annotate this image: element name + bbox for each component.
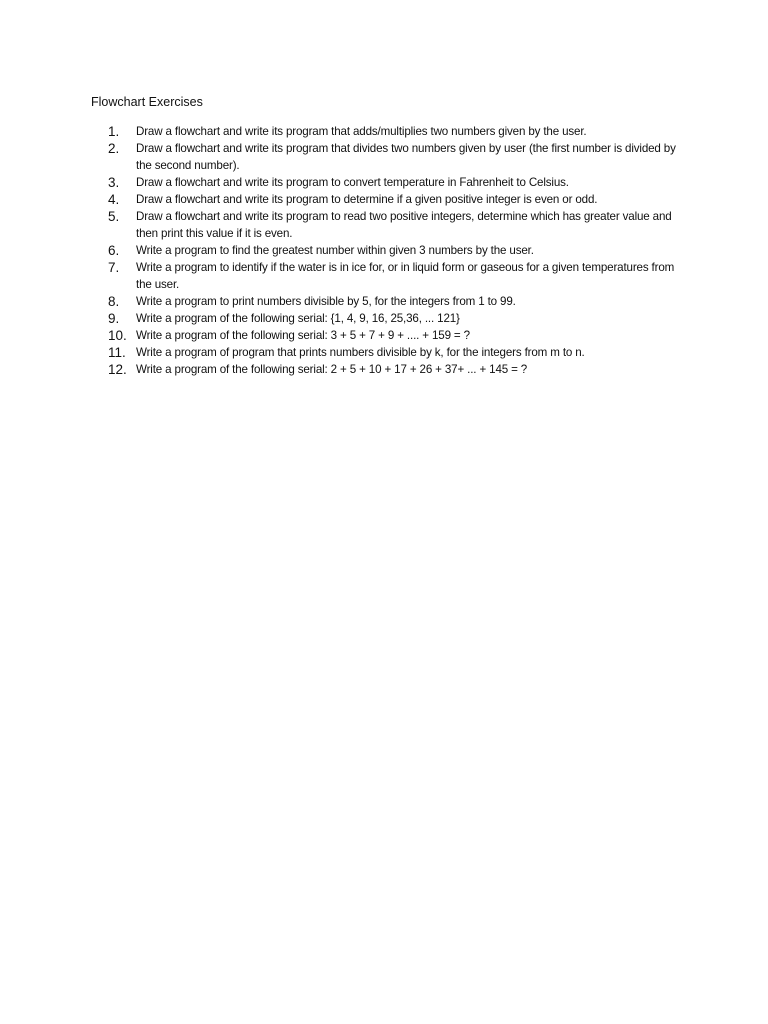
item-number: 2.: [108, 141, 120, 156]
item-text: Write a program of the following serial: 3 + 5 + 7 + 9 + .... + 159 = ?: [136, 329, 470, 342]
item-number: 10.: [108, 328, 127, 343]
item-number: 11.: [108, 345, 126, 360]
item-number: 8.: [108, 294, 120, 309]
item-text: Write a program to identify if the water is in ice for, or in liquid form or gaseous for a given temperatures from the user.: [136, 261, 675, 291]
list-item: [108, 344, 688, 361]
item-text: Draw a flowchart and write its program to convert temperature in Fahrenheit to Celsius.: [136, 176, 569, 189]
item-number: 6.: [108, 243, 120, 258]
item-text: Draw a flowchart and write its program that adds/multiplies two numbers given by the user.: [136, 125, 587, 138]
item-text: Write a program to print numbers divisible by 5, for the integers from 1 to 99.: [136, 295, 516, 308]
document-title: Flowchart Exercises: [91, 95, 203, 109]
list-item: [108, 242, 688, 259]
list-item: [108, 208, 688, 242]
item-text: Draw a flowchart and write its program to determine if a given positive integer is even or odd.: [136, 193, 598, 206]
item-text: Draw a flowchart and write its program that divides two numbers given by user (the first number is divided by the second number).: [136, 142, 676, 172]
list-item: [108, 293, 688, 310]
list-item: [108, 310, 688, 327]
list-item: [108, 361, 688, 378]
item-number: 7.: [108, 260, 120, 275]
item-number: 4.: [108, 192, 120, 207]
list-item: [108, 327, 688, 344]
list-item: [108, 174, 688, 191]
item-text: Write a program of the following serial: 2 + 5 + 10 + 17 + 26 + 37+ ... + 145 = ?: [136, 363, 528, 376]
item-number: 5.: [108, 209, 120, 224]
item-text: Write a program of program that prints numbers divisible by k, for the integers from m to n.: [136, 346, 585, 359]
item-text: Write a program to find the greatest number within given 3 numbers by the user.: [136, 244, 534, 257]
exercise-list: [108, 123, 688, 378]
item-number: 1.: [108, 124, 120, 139]
item-number: 3.: [108, 175, 120, 190]
item-text: Write a program of the following serial: {1, 4, 9, 16, 25,36, ... 121}: [136, 312, 460, 325]
item-number: 9.: [108, 311, 120, 326]
item-text: Draw a flowchart and write its program to read two positive integers, determine which has greater value and then print this value if it is even.: [136, 210, 672, 240]
list-item: [108, 259, 688, 293]
list-item: [108, 140, 688, 174]
list-item: [108, 123, 688, 140]
item-number: 12.: [108, 362, 127, 377]
list-item: [108, 191, 688, 208]
